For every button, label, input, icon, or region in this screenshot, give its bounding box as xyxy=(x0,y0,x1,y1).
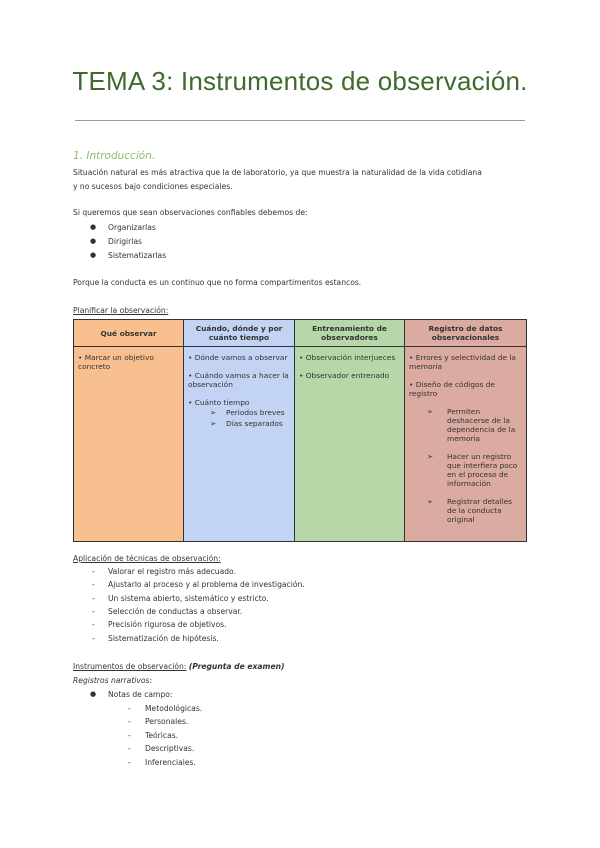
table-item: • Errores y selectividad de la memoria xyxy=(409,353,516,371)
table-column-que-observar xyxy=(74,320,184,541)
arrow-icon: ➢ xyxy=(427,407,434,416)
techniques-heading: Aplicación de técnicas de observación: xyxy=(73,554,221,563)
table-cell xyxy=(78,353,180,380)
table-item: • Cuándo vamos a hacer la observación xyxy=(188,371,289,389)
dash-marker: - xyxy=(128,717,131,726)
bullet-item: Dirigirlas xyxy=(108,237,142,246)
table-subitem: ➢ Periodos breves xyxy=(210,408,285,417)
title-divider xyxy=(75,120,525,121)
bullet-marker: ● xyxy=(90,237,97,245)
planning-heading: Planificar la observación: xyxy=(73,306,169,315)
arrow-icon: ➢ xyxy=(427,497,434,506)
table-subitem: ➢ Registrar detalles de la conducta original xyxy=(427,497,512,524)
dash-marker: - xyxy=(92,607,95,616)
table-column-entrenamiento xyxy=(295,320,405,541)
dash-marker: - xyxy=(92,594,95,603)
table-header: Entrenamiento de observadores xyxy=(295,320,404,347)
arrow-icon: ➢ xyxy=(210,419,217,428)
table-cell xyxy=(299,353,401,389)
list-item: Sistematización de hipótesis. xyxy=(108,634,219,643)
table-cell xyxy=(188,353,291,430)
dash-marker: - xyxy=(128,731,131,740)
instruments-heading: Instrumentos de observación: xyxy=(73,662,187,671)
table-header: Registro de datos observacionales xyxy=(405,320,526,347)
list-item: Inferenciales. xyxy=(145,758,196,767)
table-item: • Marcar un objetivo concreto xyxy=(78,353,154,371)
dash-marker: - xyxy=(128,704,131,713)
arrow-icon: ➢ xyxy=(427,452,434,461)
arrow-icon: ➢ xyxy=(210,408,217,417)
exam-note: (Pregunta de examen) xyxy=(188,662,285,671)
dash-marker: - xyxy=(92,567,95,576)
table-header: Cuándo, dónde y por cuánto tiempo xyxy=(184,320,294,347)
page-title: TEMA 3: Instrumentos de observación. xyxy=(72,66,528,96)
list-item: Selección de conductas a observar. xyxy=(108,607,243,616)
table-column-cuando-donde xyxy=(184,320,295,541)
dash-marker: - xyxy=(128,758,131,767)
table-subitem: ➢ Días separados xyxy=(210,419,283,428)
bullet-item: Notas de campo: xyxy=(108,690,173,699)
table-subitem: ➢ Hacer un registro que interfiera poco en el proceso de información xyxy=(427,452,518,488)
table-subitem: ➢ Permiten deshacerse de la dependencia de la memoria xyxy=(427,407,516,443)
bullet-marker: ● xyxy=(90,223,97,231)
list-item: Ajustarlo al proceso y al problema de investigación. xyxy=(108,580,305,589)
table-header: Qué observar xyxy=(74,320,183,347)
table-item: • Cuánto tiempo xyxy=(188,398,250,407)
list-item: Personales. xyxy=(145,717,189,726)
intro-paragraph-2: Si queremos que sean observaciones confiables debemos de: xyxy=(73,208,308,217)
bullet-marker: ● xyxy=(90,251,97,259)
planning-table xyxy=(73,319,527,542)
intro-paragraph-3: Porque la conducta es un continuo que no forma compartimentos estancos. xyxy=(73,278,362,287)
list-item: Un sistema abierto, sistemático y estricto. xyxy=(108,594,269,603)
list-item: Descriptivas. xyxy=(145,744,195,753)
table-item: • Dónde vamos a observar xyxy=(188,353,288,362)
bullet-item: Organizarlas xyxy=(108,223,156,232)
dash-marker: - xyxy=(92,620,95,629)
list-item: Valorar el registro más adecuado. xyxy=(108,567,236,576)
intro-paragraph-line-1: Situación natural es más atractiva que la de laboratorio, ya que muestra la naturalidad de la vida cotidiana xyxy=(73,168,482,177)
table-item: • Diseño de códigos de registro xyxy=(409,380,495,398)
table-column-registro xyxy=(405,320,526,541)
intro-paragraph-line-2: y no sucesos bajo condiciones especiales. xyxy=(73,182,233,191)
list-item: Metodológicas. xyxy=(145,704,203,713)
dash-marker: - xyxy=(92,580,95,589)
instruments-heading-line xyxy=(73,660,284,674)
bullet-marker: ● xyxy=(90,690,97,698)
instruments-subheading: Registros narrativos: xyxy=(73,676,153,685)
dash-marker: - xyxy=(92,634,95,643)
table-item: • Observación interjueces xyxy=(299,353,396,362)
dash-marker: - xyxy=(128,744,131,753)
list-item: Teóricas. xyxy=(145,731,179,740)
table-cell xyxy=(409,353,523,533)
table-item: • Observador entrenado xyxy=(299,371,390,380)
intro-heading: 1. Introducción. xyxy=(73,150,156,162)
list-item: Precisión rigurosa de objetivos. xyxy=(108,620,227,629)
bullet-item: Sistematizarlas xyxy=(108,251,167,260)
